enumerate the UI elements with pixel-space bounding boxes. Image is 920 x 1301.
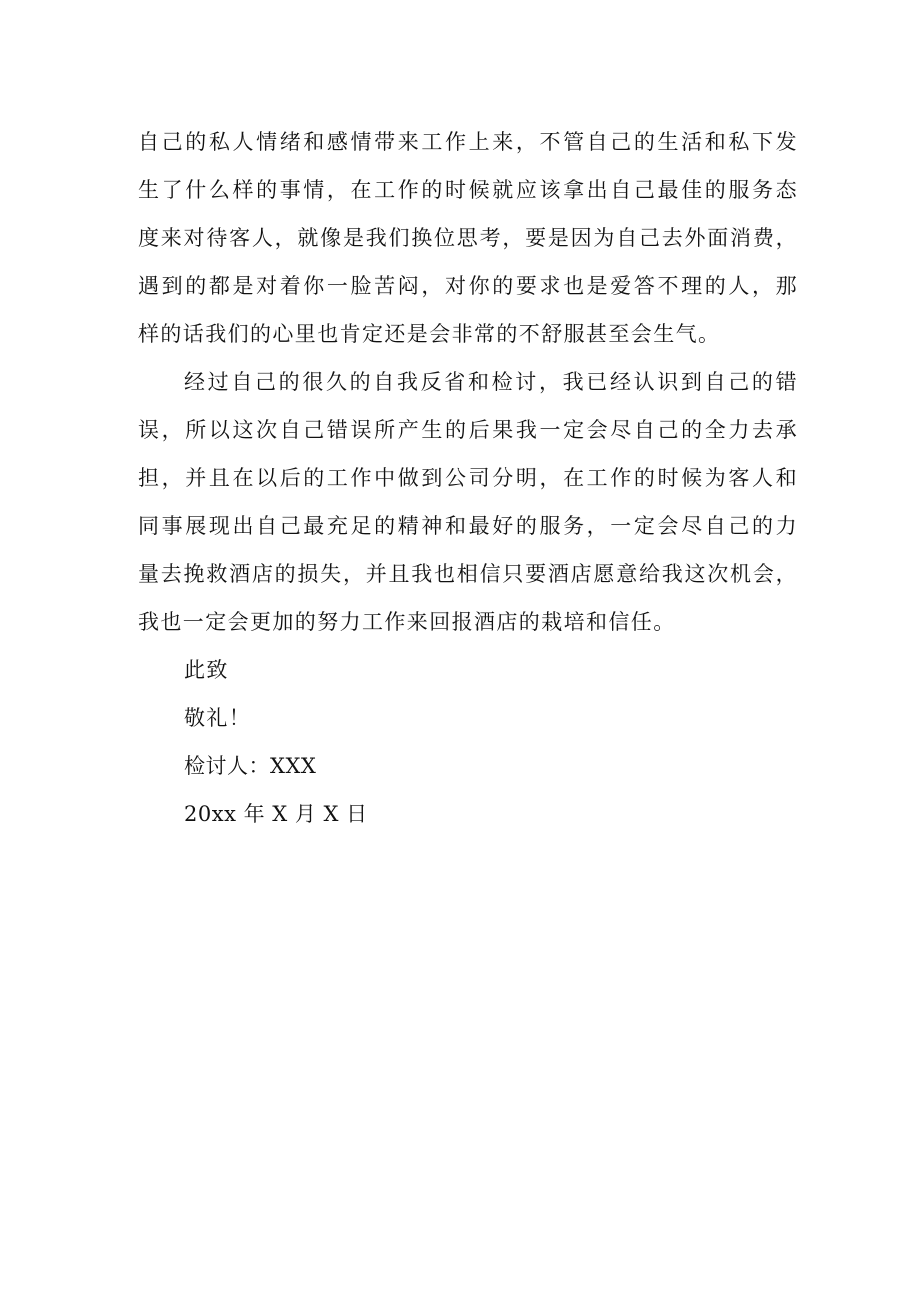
letter-body [138,118,798,838]
closing-block [138,646,798,838]
paragraph-1 [138,118,798,358]
salutation: 此致 [184,658,229,682]
paragraph-line: 自己的私人情绪和感情带来工作上来，不管自己的生活和私下发 [138,130,798,154]
signer: 检讨人：XXX [184,754,317,778]
paragraph-line: 度来对待客人，就像是我们换位思考，要是因为自己去外面消费， [138,226,798,250]
paragraph-2 [138,358,798,646]
paragraph-line: 量去挽救酒店的损失，并且我也相信只要酒店愿意给我这次机会， [138,562,798,586]
date: 20xx 年 X 月 X 日 [184,802,368,826]
paragraph-line: 同事展现出自己最充足的精神和最好的服务，一定会尽自己的力 [138,514,798,538]
paragraph-line: 担，并且在以后的工作中做到公司分明，在工作的时候为客人和 [138,466,798,490]
paragraph-line: 我也一定会更加的努力工作来回报酒店的栽培和信任。 [138,610,676,634]
paragraph-line: 样的话我们的心里也肯定还是会非常的不舒服甚至会生气。 [138,322,721,346]
regards: 敬礼！ [184,706,252,730]
paragraph-line: 误，所以这次自己错误所产生的后果我一定会尽自己的全力去承 [138,418,798,442]
paragraph-line: 生了什么样的事情，在工作的时候就应该拿出自己最佳的服务态 [138,178,798,202]
paragraph-line: 经过自己的很久的自我反省和检讨，我已经认识到自己的错 [184,370,798,394]
paragraph-line: 遇到的都是对着你一脸苦闷，对你的要求也是爱答不理的人，那 [138,274,798,298]
